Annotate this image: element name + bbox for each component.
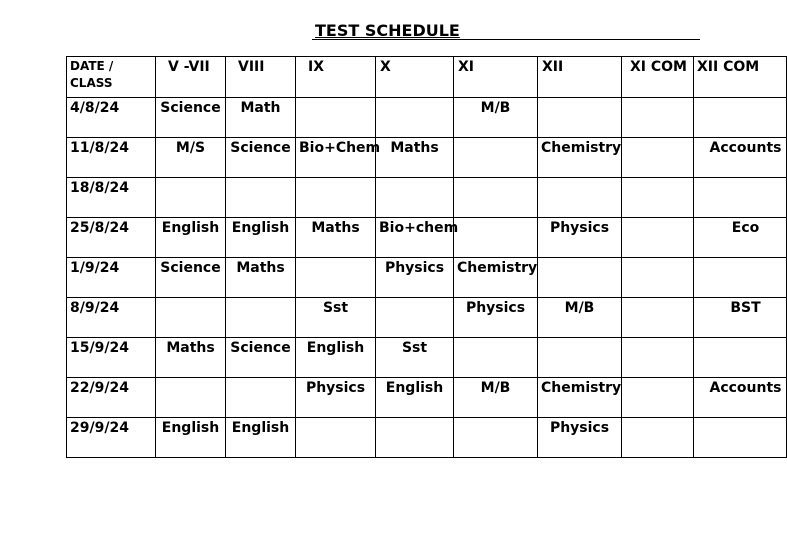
cell-v-vii: Maths	[156, 338, 226, 378]
header-date-class: DATE / CLASS	[67, 57, 156, 98]
page-title: TEST SCHEDULE	[312, 21, 700, 40]
cell-v-vii	[156, 178, 226, 218]
cell-viii: Science	[226, 138, 296, 178]
cell-v-vii	[156, 298, 226, 338]
cell-xi: M/B	[454, 98, 538, 138]
cell-xii: Physics	[538, 418, 622, 458]
cell-xii	[538, 178, 622, 218]
cell-date: 1/9/24	[67, 258, 156, 298]
cell-ix	[296, 178, 376, 218]
cell-xi: Chemistry	[454, 258, 538, 298]
cell-xii	[538, 338, 622, 378]
cell-xii-com	[694, 258, 787, 298]
cell-xii-com	[694, 418, 787, 458]
table-header-row	[67, 57, 787, 98]
cell-v-vii: Science	[156, 258, 226, 298]
cell-x: English	[376, 378, 454, 418]
cell-viii	[226, 298, 296, 338]
cell-ix: Sst	[296, 298, 376, 338]
cell-date: 18/8/24	[67, 178, 156, 218]
cell-x	[376, 298, 454, 338]
cell-xii: M/B	[538, 298, 622, 338]
cell-xi-com	[622, 298, 694, 338]
cell-xii-com	[694, 178, 787, 218]
cell-xii-com	[694, 338, 787, 378]
cell-x: Sst	[376, 338, 454, 378]
table-row	[67, 418, 787, 458]
test-schedule-table	[66, 56, 787, 458]
cell-xi	[454, 218, 538, 258]
cell-date: 4/8/24	[67, 98, 156, 138]
cell-date: 29/9/24	[67, 418, 156, 458]
cell-xi-com	[622, 178, 694, 218]
header-v-vii: V -VII	[156, 57, 226, 98]
cell-v-vii	[156, 378, 226, 418]
cell-date: 15/9/24	[67, 338, 156, 378]
cell-xi-com	[622, 98, 694, 138]
cell-xii-com: BST	[694, 298, 787, 338]
cell-xii-com: Eco	[694, 218, 787, 258]
cell-xi	[454, 138, 538, 178]
cell-xi-com	[622, 218, 694, 258]
cell-ix	[296, 98, 376, 138]
table-row	[67, 98, 787, 138]
cell-v-vii: M/S	[156, 138, 226, 178]
table-row	[67, 178, 787, 218]
cell-date: 11/8/24	[67, 138, 156, 178]
cell-ix	[296, 258, 376, 298]
cell-xi	[454, 178, 538, 218]
cell-x: Physics	[376, 258, 454, 298]
cell-xii-com: Accounts	[694, 378, 787, 418]
cell-xii-com	[694, 98, 787, 138]
header-xi: XI	[454, 57, 538, 98]
table-row	[67, 218, 787, 258]
header-x: X	[376, 57, 454, 98]
table-row	[67, 138, 787, 178]
cell-viii: English	[226, 418, 296, 458]
header-xi-com: XI COM	[622, 57, 694, 98]
table-row	[67, 298, 787, 338]
cell-date: 25/8/24	[67, 218, 156, 258]
cell-v-vii: English	[156, 218, 226, 258]
cell-xi	[454, 338, 538, 378]
cell-x: Bio+chem	[376, 218, 454, 258]
cell-viii: Math	[226, 98, 296, 138]
cell-x	[376, 98, 454, 138]
cell-viii: Science	[226, 338, 296, 378]
cell-ix	[296, 418, 376, 458]
cell-xii: Chemistry	[538, 378, 622, 418]
cell-date: 22/9/24	[67, 378, 156, 418]
cell-viii	[226, 178, 296, 218]
cell-xii: Physics	[538, 218, 622, 258]
cell-xi-com	[622, 258, 694, 298]
cell-xii	[538, 258, 622, 298]
cell-xi	[454, 418, 538, 458]
table-row	[67, 258, 787, 298]
cell-xii	[538, 98, 622, 138]
cell-viii	[226, 378, 296, 418]
cell-x: Maths	[376, 138, 454, 178]
cell-ix: Maths	[296, 218, 376, 258]
cell-viii: Maths	[226, 258, 296, 298]
header-xii: XII	[538, 57, 622, 98]
cell-viii: English	[226, 218, 296, 258]
cell-v-vii: Science	[156, 98, 226, 138]
table-row	[67, 338, 787, 378]
cell-xi: Physics	[454, 298, 538, 338]
cell-ix: Physics	[296, 378, 376, 418]
cell-x	[376, 418, 454, 458]
cell-xi-com	[622, 418, 694, 458]
cell-xi: M/B	[454, 378, 538, 418]
cell-xi-com	[622, 138, 694, 178]
header-viii: VIII	[226, 57, 296, 98]
cell-xi-com	[622, 378, 694, 418]
cell-x	[376, 178, 454, 218]
header-xii-com: XII COM	[694, 57, 787, 98]
cell-xii: Chemistry	[538, 138, 622, 178]
cell-ix: Bio+Chem	[296, 138, 376, 178]
cell-xii-com: Accounts	[694, 138, 787, 178]
cell-xi-com	[622, 338, 694, 378]
cell-date: 8/9/24	[67, 298, 156, 338]
table-row	[67, 378, 787, 418]
cell-ix: English	[296, 338, 376, 378]
cell-v-vii: English	[156, 418, 226, 458]
header-ix: IX	[296, 57, 376, 98]
